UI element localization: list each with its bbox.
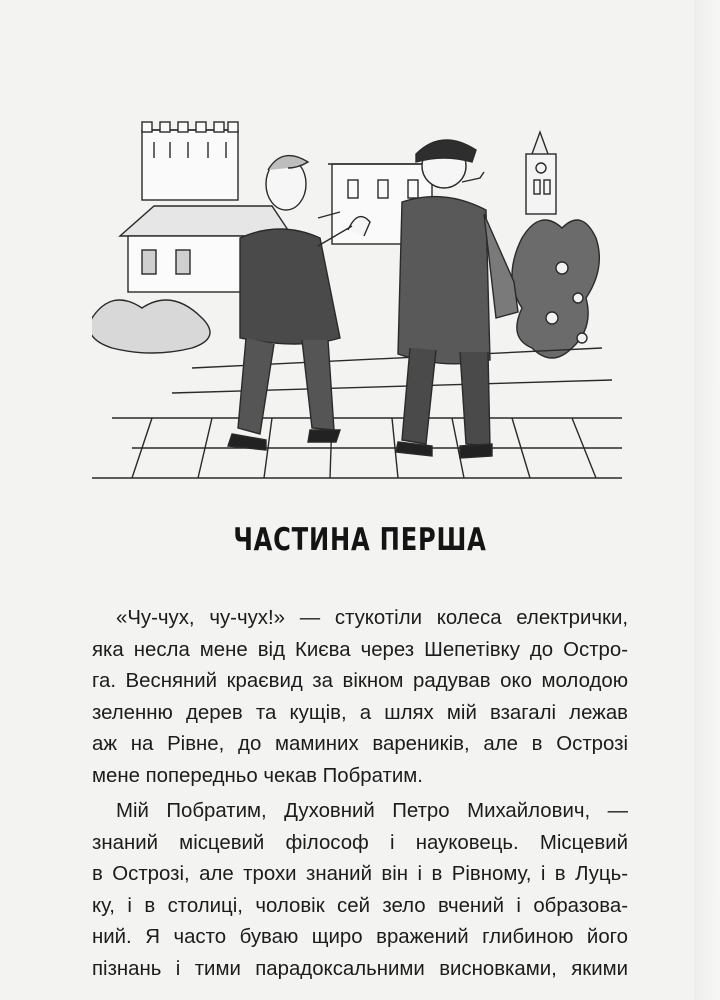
text-line: Мій Побратим, Духовний Петро Михайлович, — <box>116 800 628 822</box>
text-line: аж на Рівне, до маминих вареників, але в Острозі <box>92 733 628 756</box>
text-line: «Чу-чух, чу-чух!» — стукотіли колеса електрички, <box>116 607 628 629</box>
text-line: ний. Я часто буваю щиро вражений глибиною його <box>92 926 628 949</box>
illustration-two-men-walking <box>92 118 622 480</box>
text-line: в Острозі, але трохи знаний він і в Рівному, і в Луць- <box>92 863 628 886</box>
text-line: ку, і в столиці, чоловік сей зело вчений і образова- <box>92 894 628 917</box>
text-line: га. Весняний краєвид за вікном радував око молодою <box>92 670 628 693</box>
text-line: знаний місцевий філософ і науковець. Місцевий <box>92 831 628 854</box>
chapter-heading: ЧАСТИНА ПЕРША <box>233 522 487 558</box>
paragraph-1 <box>92 603 628 793</box>
text-line: яка несла мене від Києва через Шепетівку до Остро- <box>92 638 628 661</box>
text-line: зеленню дерев та кущів, а шлях мій взагалі лежав <box>92 701 628 724</box>
text-line: мене попередньо чекав Побратим. <box>92 764 423 787</box>
text-line: пізнань і тими парадоксальними висновками, якими <box>92 957 628 980</box>
page-edge <box>694 0 720 1000</box>
paragraph-2 <box>92 796 628 986</box>
